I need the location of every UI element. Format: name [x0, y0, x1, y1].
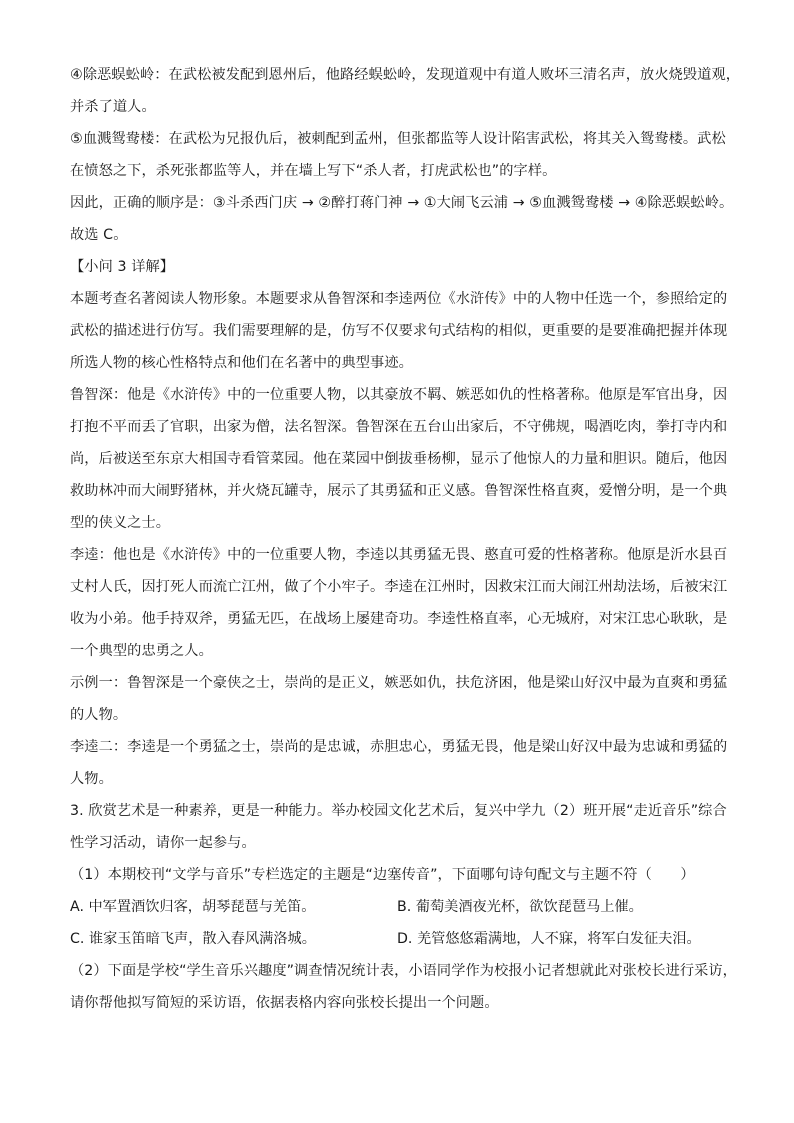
text-line: 的人物。	[70, 707, 128, 723]
text-line: 本题考查名著阅读人物形象。本题要求从鲁智深和李逵两位《水浒传》中的人物中任选一个，参照给定的	[70, 291, 728, 307]
text-line: 李逵二：李逵是一个勇猛之士，崇尚的是忠诚，赤胆忠心，勇猛无畏，他是梁山好汉中最为忠诚和勇猛的	[70, 739, 728, 755]
text-line: 救助林冲而大闹野猪林，并火烧瓦罐寺，展示了其勇猛和正义感。鲁智深性格直爽，爱憎分明，是一个典	[70, 483, 728, 499]
text-line: 打抱不平而丢了官职，出家为僧，法名智深。鲁智深在五台山出家后，不守佛规，喝酒吃肉，拳打寺内和	[70, 419, 728, 435]
text-line: 人物。	[70, 771, 113, 787]
text-line: 所选人物的核心性格特点和他们在名著中的典型事迹。	[70, 355, 413, 371]
text-line: ④除恶蜈蚣岭：在武松被发配到恩州后，他路经蜈蚣岭，发现道观中有道人败坏三清名声，放火烧毁道观，	[70, 67, 741, 83]
question-3-stem: 3. 欣赏艺术是一种素养，更是一种能力。举办校园文化艺术后，复兴中学九（2）班开展“走近音乐”综合	[70, 803, 727, 819]
text-line: 丈村人氏，因打死人而流亡江州，做了个小牢子。李逵在江州时，因救宋江而大闹江州劫法场，后被宋江	[70, 579, 728, 595]
text-line: 并杀了道人。	[70, 99, 156, 115]
text-line: 示例一：鲁智深是一个豪侠之士，崇尚的是正义，嫉恶如仇，扶危济困，他是梁山好汉中最为直爽和勇猛	[70, 675, 728, 691]
text-line: 收为小弟。他手持双斧，勇猛无匹，在战场上屡建奇功。李逵性格直率，心无城府，对宋江忠心耿耿，是	[70, 611, 728, 627]
text-line: 在愤怒之下，杀死张都监等人，并在墙上写下“杀人者，打虎武松也”的字样。	[70, 163, 557, 179]
text-line: 一个典型的忠勇之人。	[70, 643, 213, 659]
text-line: 鲁智深：他是《水浒传》中的一位重要人物，以其豪放不羁、嫉恶如仇的性格著称。他原是军官出身，因	[70, 387, 728, 403]
option-a: A. 中军置酒饮归客，胡琴琵琶与羌笛。	[70, 899, 316, 915]
sub-question-2: （2）下面是学校“学生音乐兴趣度”调查情况统计表，小语同学作为校报小记者想就此对张校长进行采访，	[70, 963, 737, 979]
text-line: 故选 C。	[70, 227, 128, 243]
section-heading: 【小问 3 详解】	[70, 259, 175, 275]
option-d: D. 羌管悠悠霜满地，人不寐，将军白发征夫泪。	[397, 931, 701, 947]
text-line: 武松的描述进行仿写。我们需要理解的是，仿写不仅要求句式结构的相似，更重要的是要准确把握并体现	[70, 323, 728, 339]
sub-question-1: （1）本期校刊“文学与音乐”专栏选定的主题是“边塞传音”，下面哪句诗句配文与主题不符（ ）	[70, 867, 695, 883]
text-line: 尚，后被送至东京大相国寺看管菜园。他在菜园中倒拔垂杨柳，显示了他惊人的力量和胆识。随后，他因	[70, 451, 728, 467]
text-line: ⑤血溅鸳鸯楼：在武松为兄报仇后，被刺配到孟州，但张都监等人设计陷害武松，将其关入鸳鸯楼。武松	[70, 131, 726, 147]
text-line: 因此，正确的顺序是：③斗杀西门庆 → ②醉打蒋门神 → ①大闹飞云浦 → ⑤血溅鸳鸯楼 → ④除恶蜈蚣岭。	[70, 195, 734, 211]
text-line: 李逵：他也是《水浒传》中的一位重要人物，李逵以其勇猛无畏、憨直可爱的性格著称。他原是沂水县百	[70, 547, 728, 563]
text-line: 型的侠义之士。	[70, 515, 171, 531]
text-line: 性学习活动，请你一起参与。	[70, 835, 256, 851]
option-b: B. 葡萄美酒夜光杯，欲饮琵琶马上催。	[397, 899, 643, 915]
option-c: C. 谁家玉笛暗飞声，散入春风满洛城。	[70, 931, 316, 947]
text-line: 请你帮他拟写简短的采访语，依据表格内容向张校长提出一个问题。	[70, 995, 499, 1011]
